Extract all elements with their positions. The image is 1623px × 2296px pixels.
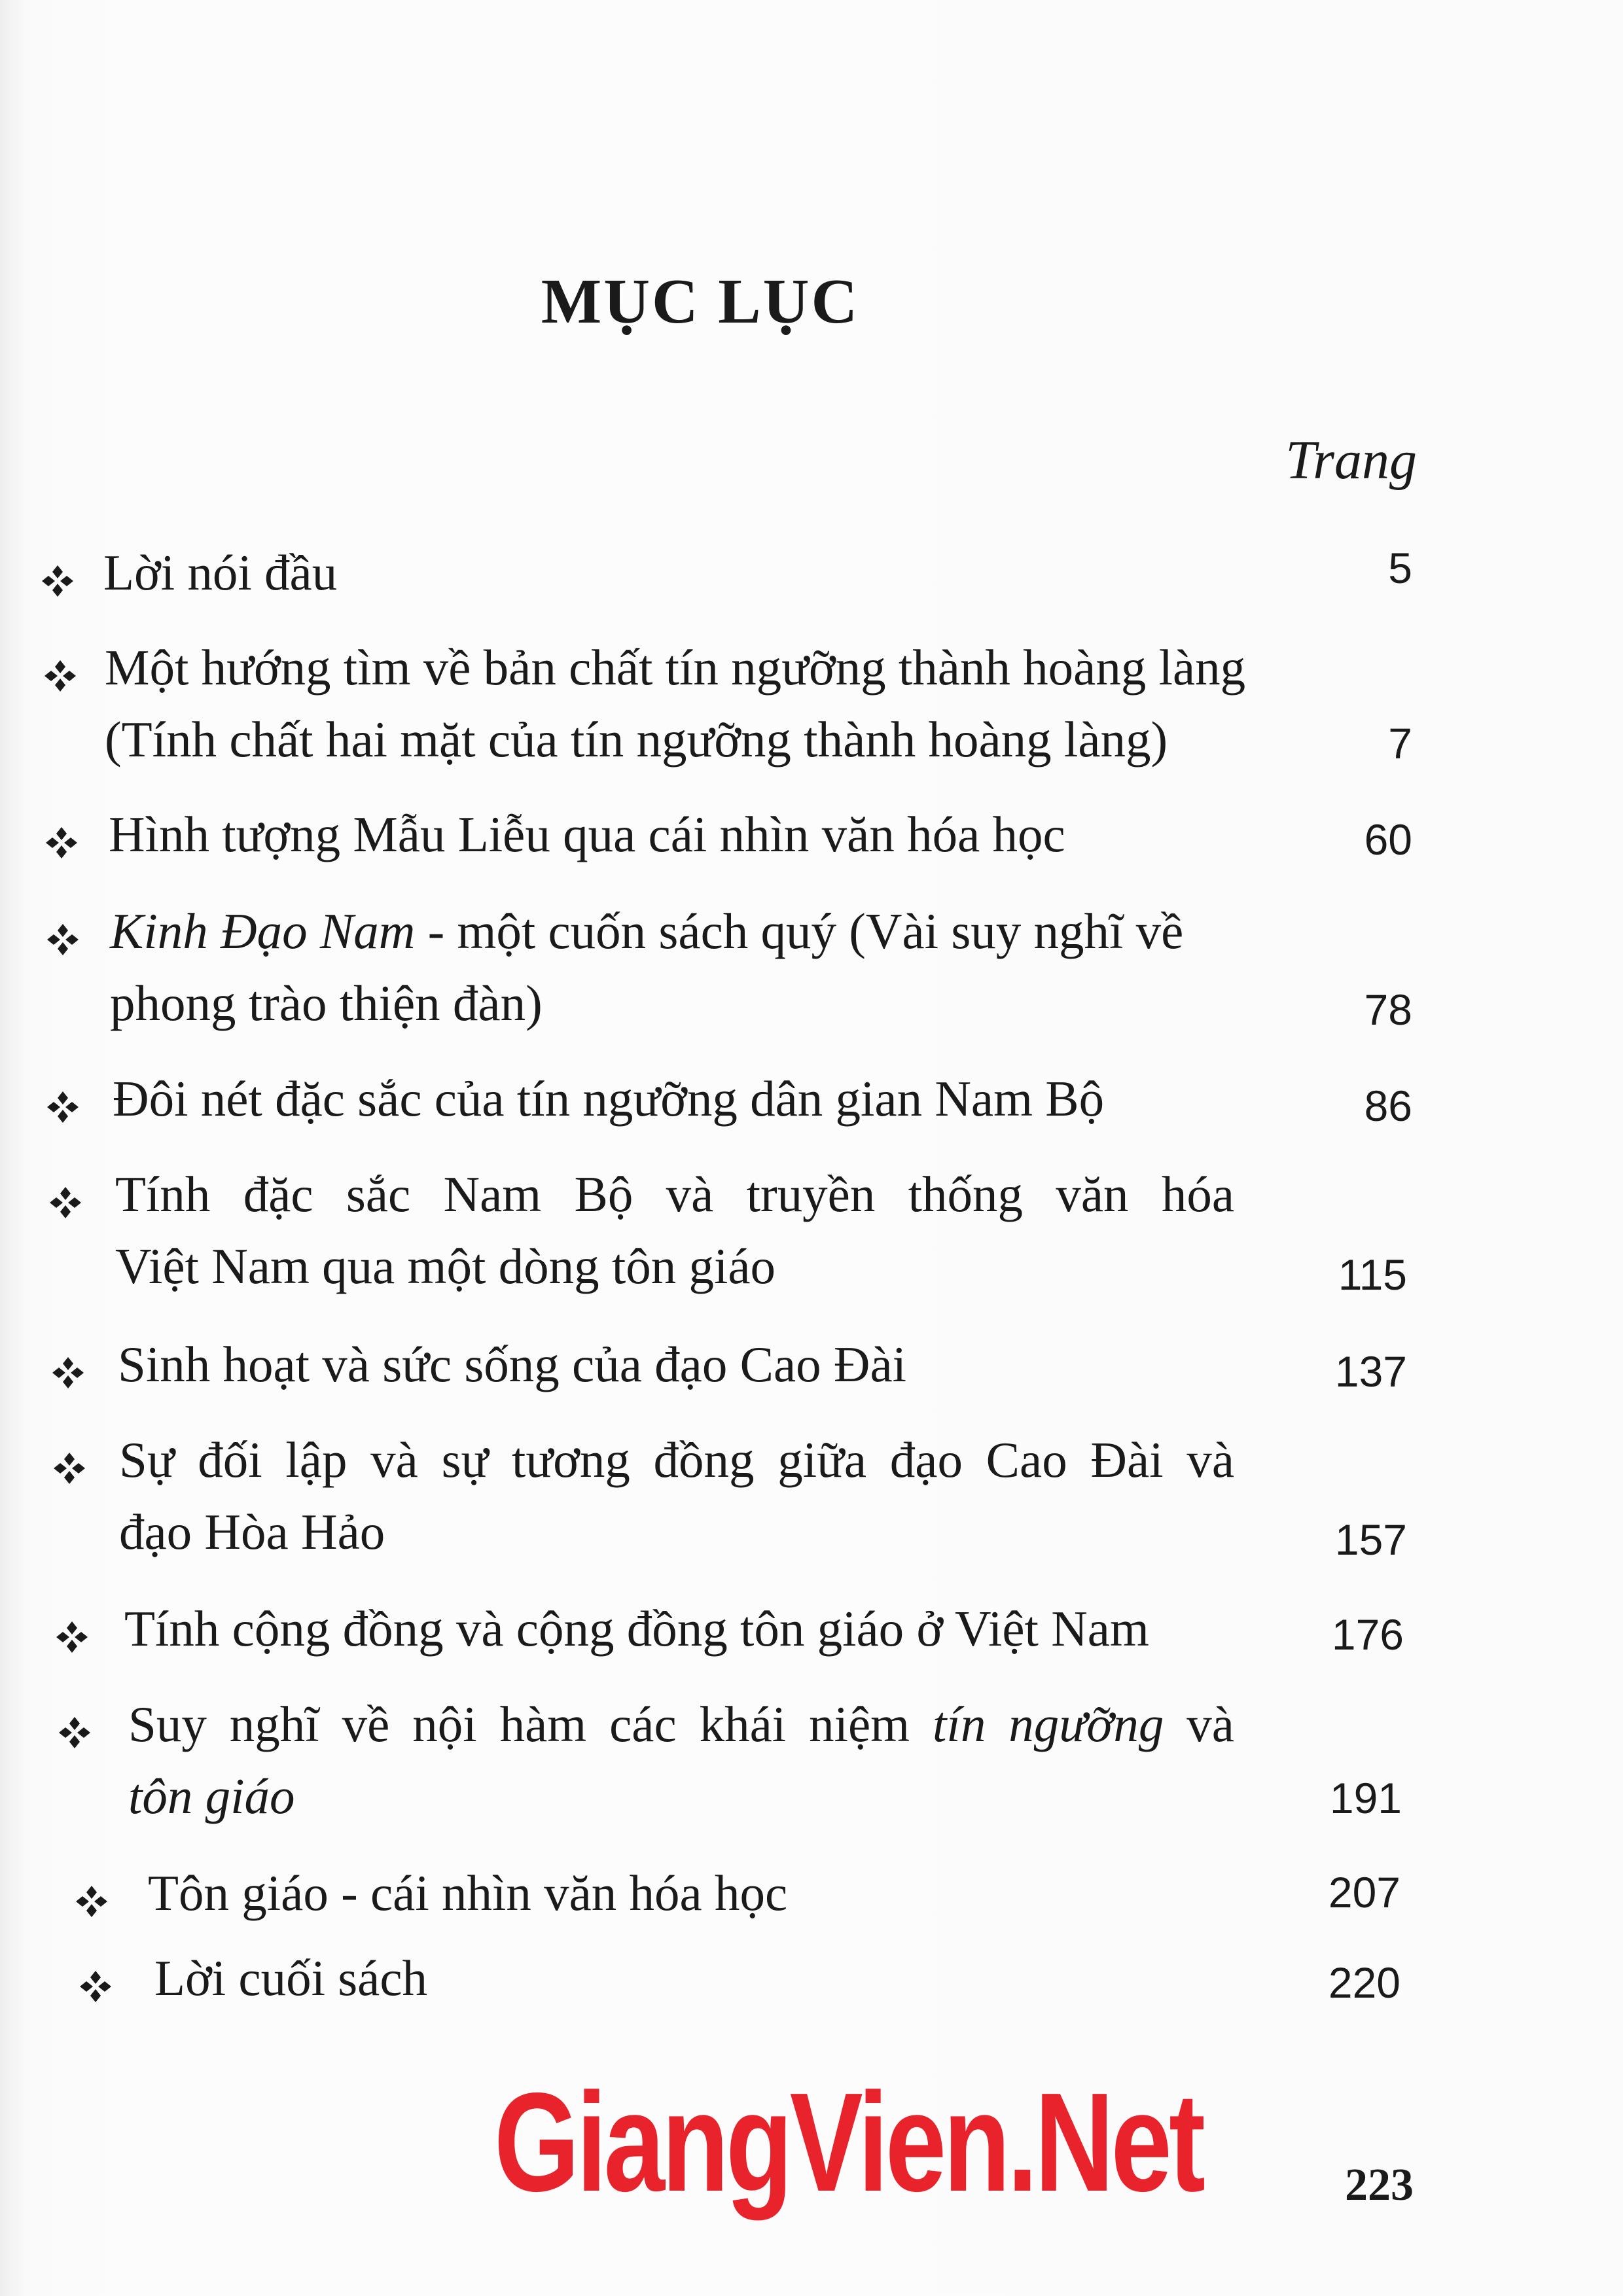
term-italic: tín ngưỡng — [933, 1696, 1164, 1752]
toc-entry-title: Tính cộng đồng và cộng đồng tôn giáo ở Việt Nam — [124, 1600, 1149, 1657]
toc-entry-page: 207 — [1328, 1868, 1400, 1916]
toc-entry-title: - một cuốn sách quý (Vài suy nghĩ về — [415, 903, 1184, 959]
watermark-logo: GiangVien.Net — [494, 2063, 1203, 2221]
diamond-bullet-icon — [58, 1716, 92, 1750]
toc-entry-page: 115 — [1338, 1250, 1407, 1299]
toc-entry-page: 60 — [1364, 815, 1412, 864]
diamond-bullet-icon — [75, 1884, 109, 1918]
toc-entry-title-cont: Việt Nam qua một dòng tôn giáo — [115, 1238, 776, 1294]
toc-entry-page: 86 — [1364, 1082, 1412, 1130]
toc-entry-page: 176 — [1331, 1610, 1404, 1659]
diamond-bullet-icon — [43, 659, 77, 693]
toc-entry-title-tail: và — [1164, 1696, 1234, 1752]
toc-entry-page: 7 — [1388, 719, 1412, 768]
diamond-bullet-icon — [46, 1090, 80, 1124]
page-title: MỤC LỤC — [541, 266, 860, 337]
term-italic: tôn giáo — [128, 1768, 295, 1824]
diamond-bullet-icon — [79, 1969, 113, 2004]
page-column-header: Trang — [1285, 430, 1417, 491]
diamond-bullet-icon — [55, 1620, 89, 1654]
diamond-bullet-icon — [46, 923, 80, 957]
toc-entry-title: Một hướng tìm về bản chất tín ngưỡng thành hoàng làng — [105, 639, 1246, 696]
diamond-bullet-icon — [52, 1451, 86, 1485]
toc-entry-page: 157 — [1334, 1515, 1407, 1564]
toc-entry-title-cont: đạo Hòa Hảo — [119, 1504, 385, 1560]
toc-entry-title: Sự đối lập và sự tương đồng giữa đạo Cao Đài và — [119, 1432, 1234, 1488]
toc-entry-title: Tính đặc sắc Nam Bộ và truyền thống văn hóa — [115, 1166, 1234, 1222]
toc-entry-title: Đôi nét đặc sắc của tín ngưỡng dân gian Nam Bộ — [113, 1070, 1105, 1127]
toc-entry-page: 191 — [1329, 1774, 1402, 1822]
diamond-bullet-icon — [41, 564, 75, 598]
toc-entry-title: Lời nói đầu — [103, 544, 338, 601]
diamond-bullet-icon — [48, 1186, 82, 1220]
toc-entry-page: 78 — [1364, 985, 1412, 1034]
toc-entry-title: Sinh hoạt và sức sống của đạo Cao Đài — [118, 1336, 907, 1392]
diamond-bullet-icon — [51, 1356, 85, 1390]
toc-entry-page: 137 — [1334, 1347, 1407, 1396]
toc-entry-title: Suy nghĩ về nội hàm các khái niệm — [128, 1696, 933, 1752]
book-title-italic: Kinh Đạo Nam — [110, 903, 416, 959]
toc-entry-title: Tôn giáo - cái nhìn văn hóa học — [148, 1865, 788, 1921]
toc-entry-title-cont: phong trào thiện đàn) — [110, 975, 543, 1031]
diamond-bullet-icon — [45, 826, 79, 860]
toc-entry-title: Lời cuối sách — [154, 1950, 428, 2006]
toc-entry-title-cont: (Tính chất hai mặt của tín ngưỡng thành hoàng làng) — [105, 711, 1168, 768]
toc-entry-page: 220 — [1328, 1958, 1400, 2007]
toc-entry-page: 5 — [1388, 544, 1412, 592]
page-folio-number: 223 — [1345, 2160, 1414, 2210]
toc-entry-title: Hình tượng Mẫu Liễu qua cái nhìn văn hóa học — [109, 806, 1065, 862]
